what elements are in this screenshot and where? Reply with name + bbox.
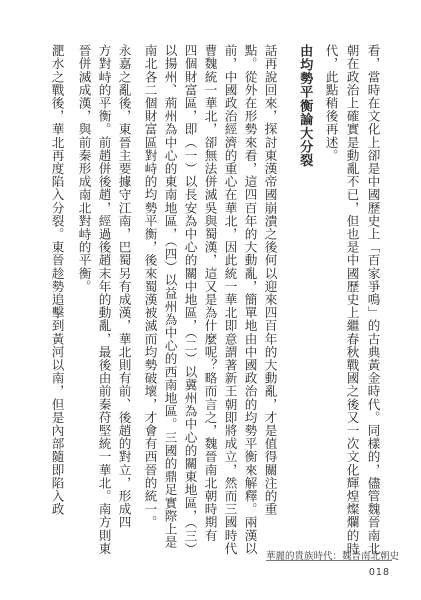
text-column: 永嘉之亂後，東晉主要據守江南，巴蜀另有成漢，華北則有前、後趙的對立，形成四: [116, 44, 132, 529]
text-column: 點。從外在形勢來看，這四百年的大動亂，簡單地由中國政治的均勢平衡來解釋。兩漢以: [242, 44, 258, 555]
running-footer-title: 華麗的貴族時代：魏晉南北朝史: [266, 551, 400, 562]
text-column: 話再說回來，探討東漢帝國崩潰之後何以迎來四百年的大動亂，才是值得關注的重: [262, 44, 278, 516]
text-column: 方對峙的平衡。前趙併後趙，經過後趙末年的動亂，最後由前秦苻堅統一華北。南方則東: [96, 44, 112, 555]
text-column: 晉併滅成漢，與前秦形成南北對峙的平衡。: [76, 44, 92, 293]
text-column: 南北各二個財富區對峙的均勢平衡，後來蜀漢被滅而均勢破壞，才會有西晉的統一。: [142, 44, 158, 529]
text-column: 四個財富區，即（一）以長安為中心的關中地區，（二）以冀州為中心的關東地區，（三）: [182, 44, 198, 556]
text-column: 前，中國政治經濟的重心在華北，因此統一華北即意謂著新王朝即將成立，然而三國時代: [222, 44, 238, 555]
text-column: 看，當時在文化上卻是中國歷史上「百家爭鳴」的古典黃金時代。同樣的，儘管魏晉南北: [365, 44, 381, 555]
text-column: 以揚州、荊州為中心的東南地區，（四）以益州為中心的西南地區。三國的鼎足實際上是: [162, 44, 178, 549]
footer-rule: [266, 560, 392, 561]
page-number: 018: [368, 567, 390, 578]
text-column: 曹魏統一華北，卻無法併滅吳與蜀漢，這又是為什麼呢？略而言之，魏晉南北朝時期有: [202, 44, 218, 542]
text-column: 朝在政治上確實是動亂不已，但也是中國歷史上繼春秋戰國之後又一次文化輝煌燦爛的時: [344, 44, 360, 555]
section-heading: 由均勢平衡論大分裂: [297, 44, 313, 168]
text-column: 代，此點稍後再述。: [323, 44, 339, 162]
text-column: 淝水之戰後，華北再度陷入分裂。東晉趁勢追擊到黃河以南，但是內部隨即陷入政: [49, 44, 65, 516]
